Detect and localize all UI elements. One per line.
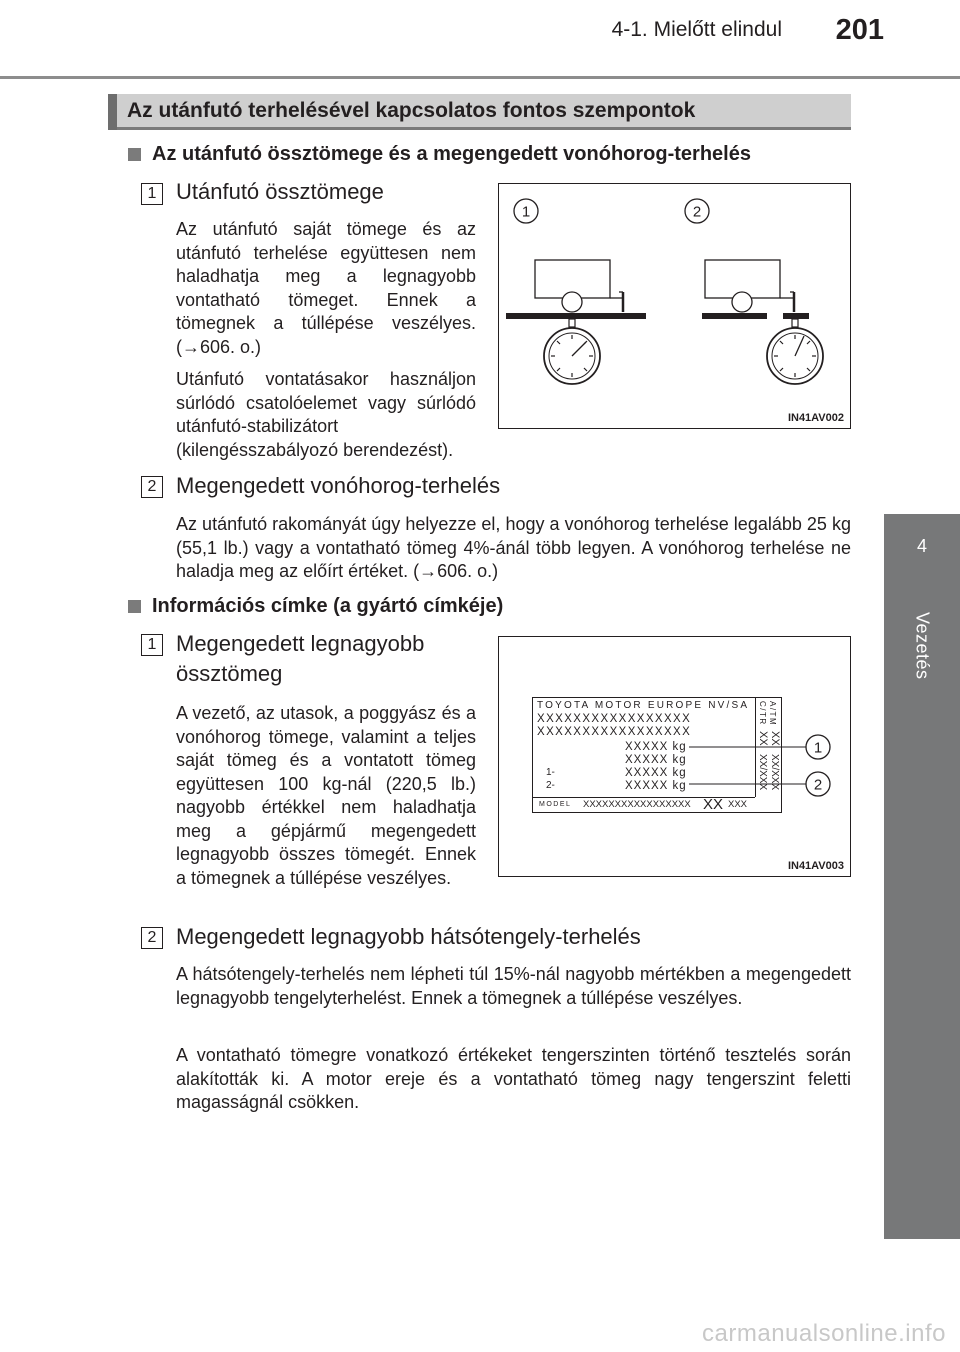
item-paragraph: Az utánfutó rakományát úgy helyezze el, hogy a vonóhorog terhelése legalább 25 kg (55,1 lb.) vagy a vontatható tömeg 4%-ánál több legyen. A vonóhorog terhelése ne haladja meg az előírt értéket. (→606. o.) [176,514,851,581]
figure-code: IN41AV003 [787,860,844,872]
block1-heading [128,143,751,166]
label-line2: XXXXXXXXXXXXXXXXX [537,726,692,738]
label-row1: XXXXX kg [625,741,687,753]
callout-number-1: 1 [813,739,823,757]
block1-heading-text: Az utánfutó össztömege és a megengedett vonóhorog-terhelés [152,143,751,165]
item-paragraph: A vezető, az utasok, a poggyász és a vonóhorog tömege, valamint a teljes saját tömeg és a vontatott tömeg együttesen 100 kg-nál (220,5 lb.) nagyobb értékkel nem haladhatja meg a gépjármű megengedett legnagyobb összes tömegét. Ennek a tömegnek a túllépése veszélyes. [176,703,476,888]
item-number-badge: 1 [141,634,163,656]
figure-code: IN41AV002 [787,412,844,424]
label-model-xx: XX [703,796,724,813]
label-brand: TOYOTA MOTOR EUROPE NV/SA [537,700,750,711]
item-paragraph: Az utánfutó saját tömege és az utánfutó terhelése együttesen nem haladhatja meg a legnagyobb vontatható tömeget. Ennek a tömegnek a túllépése veszélyes. (→606. o.) [176,219,476,357]
label-side-atm: A/TM [768,701,777,727]
chapter-tab-label [884,612,960,680]
label-side-ctr: C/TR [758,701,767,726]
label-row3-prefix: 1- [546,767,555,778]
item-title-line1-text: Megengedett legnagyobb [176,631,425,656]
label-model-caption: MODEL [539,801,572,808]
item-paragraph: A vontatható tömegre vonatkozó értékeket tengerszinten történő tesztelés során alakították ki. A motor ereje és a vontatható tömeg nagy tengerszint feletti magasságnál csökken. [176,1045,851,1112]
section-title: Az utánfutó terhelésével kapcsolatos fontos szempontok [127,99,696,122]
label-row3: XXXXX kg [625,767,687,779]
callout-number-2: 2 [692,203,702,221]
item-number-badge: 1 [141,183,163,205]
trailer-on-scale-left [506,260,646,384]
info-label-figure [498,636,851,877]
label-side-value-b: XX/XXX [769,754,780,791]
item-title-line1 [176,631,476,657]
square-bullet-icon [128,148,141,161]
label-side-xx2: XX [769,731,781,746]
chapter-tab-label-text: Vezetés [912,612,933,680]
item-title: Megengedett vonóhorog-terhelés [176,473,501,498]
item-number-badge: 2 [141,927,163,949]
callout-number-2: 2 [813,776,823,794]
chapter-section-title: 4-1. Mielőtt elindul [611,18,782,41]
square-bullet-icon [128,600,141,613]
trailer-weight-figure [498,183,851,429]
label-model-value: XXXXXXXXXXXXXXXXX [583,799,691,810]
watermark: carmanualsonline.info [702,1320,946,1347]
block2-heading-text: Információs címke (a gyártó címkéje) [152,595,504,617]
item-paragraph: Utánfutó vontatásakor használjon súrlódó csatolóelemet vagy súrlódó utánfutó-stabilizátort (kilengésszabályozó berendezést). [176,369,476,460]
callout-number-1: 1 [521,203,531,221]
item-title-line2: össztömeg [176,661,283,686]
header-rule [0,76,960,79]
chapter-tab-number: 4 [916,536,927,556]
trailer-on-scale-right [702,260,823,384]
item-title: Utánfutó össztömege [176,179,384,204]
label-row4-prefix: 2- [546,780,555,791]
section-title-accent [108,94,117,130]
label-model-xxx: XXX [728,799,748,810]
section-title-box [108,94,851,130]
page-number: 201 [835,14,884,46]
label-line1: XXXXXXXXXXXXXXXXX [537,713,692,725]
label-row4: XXXXX kg [625,780,687,792]
trailer-scale-diagram [499,184,850,428]
label-side-value-a: XX/XXX [757,754,768,791]
block2-heading [128,595,503,618]
item-title: Megengedett legnagyobb hátsótengely-terhelés [176,924,641,949]
label-callout-lines [499,637,850,876]
item-paragraph: A hátsótengely-terhelés nem lépheti túl 15%-nál nagyobb mértékben a megengedett legnagyobb tengelyterhelést. Ennek a tömegnek a túllépése veszélyes. [176,964,851,1008]
label-side-xx1: XX [757,731,769,746]
item-number-badge: 2 [141,476,163,498]
label-row2: XXXXX kg [625,754,687,766]
